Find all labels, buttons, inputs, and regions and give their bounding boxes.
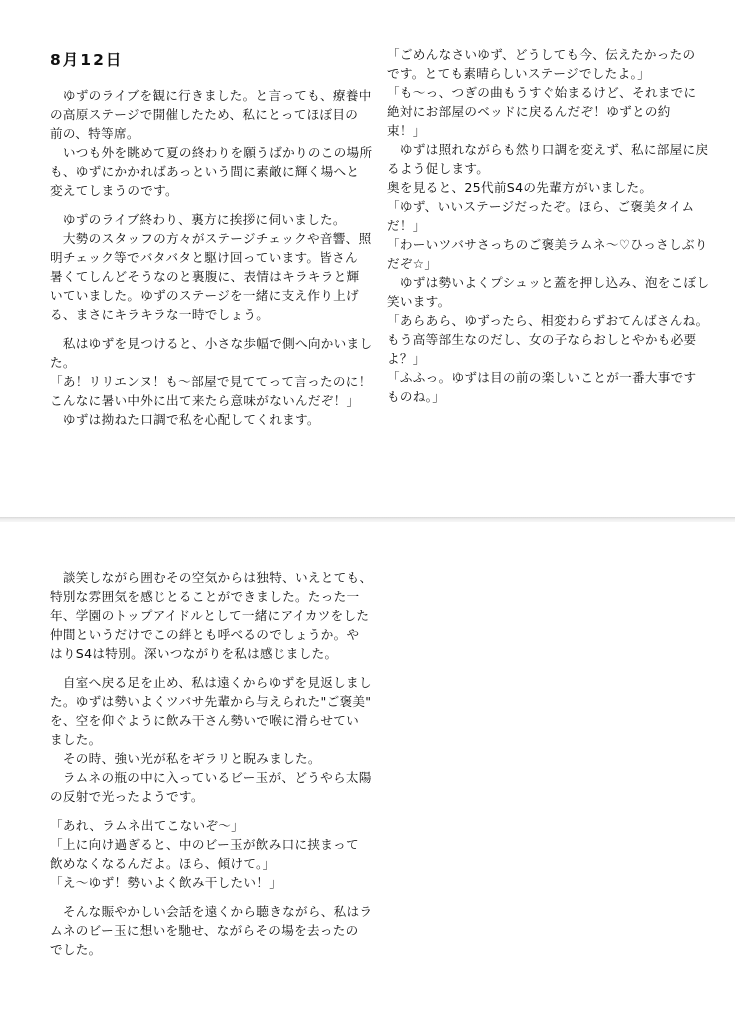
text-line: 笑います。 [387, 294, 451, 309]
text-line: 絶対にお部屋のベッドに戻るんだぞ！ゆずとの約 [387, 104, 671, 119]
paragraph [50, 673, 372, 806]
text-line: 談笑しながら囲むその空気からは独特、いえとても、 [50, 570, 373, 585]
text-line: 「ふふっ。ゆずは目の前の楽しいことが一番大事です [387, 370, 697, 385]
paragraph [50, 568, 373, 663]
paragraph-gap [50, 324, 350, 334]
text-line: る、まさにキラキラな一時でしょう。 [50, 307, 270, 322]
text-line: も、ゆずにかかればあっという間に素敵に輝く場へと [50, 164, 360, 179]
text-line: た。 [50, 355, 76, 370]
date-heading: 8月12日 [50, 51, 124, 69]
text-line: です。とても素晴らしいステージでしたよ。」 [387, 66, 650, 81]
text-line: ものね。」 [387, 389, 446, 404]
text-line: ゆずのライブ終わり、裏方に挨拶に伺いました。 [50, 212, 346, 227]
paragraph-gap [50, 806, 350, 816]
text-line: の高原ステージで開催したため、私にとってほぼ目の [50, 107, 359, 122]
text-line: 奥を見ると、25代前S4の先輩方がいました。 [387, 180, 653, 195]
text-line: ラムネの瓶の中に入っているビー玉が、どうやら太陽 [50, 770, 372, 785]
text-line: いていました。ゆずのステージを一緒に支え作り上げ [50, 288, 359, 303]
text-line: 「ゆず、いいステージだったぞ。ほら、ご褒美タイム [387, 199, 695, 214]
text-line: 仲間というだけでこの絆とも呼べるのでしょうか。や [50, 627, 360, 642]
paragraph [50, 210, 372, 324]
paragraph [50, 86, 373, 200]
text-line: 特別な雰囲気を感じとることができました。たった一 [50, 589, 360, 604]
text-line: 前の、特等席。 [50, 126, 140, 141]
text-line: ゆずのライブを観に行きました。と言っても、療養中 [50, 88, 372, 103]
text-line: ムネのビー玉に想いを馳せ、ながらその場を去ったの [50, 923, 359, 938]
text-line: 「え〜ゆず！勢いよく飲み干したい！」 [50, 875, 283, 890]
paragraph-gap [50, 200, 350, 210]
bottom-column [50, 568, 373, 959]
text-line: 「あらあら、ゆずったら、相変わらずおてんばさんね。 [387, 313, 709, 328]
text-line: るよう促します。 [387, 161, 490, 176]
text-line: 束！」 [387, 123, 426, 138]
text-line: た。ゆずは勢いよくツバサ先輩から与えられた"ご褒美" [50, 694, 372, 709]
text-line: だ！」 [387, 218, 426, 233]
text-line: 「ごめんなさいゆず、どうしても今、伝えたかったの [387, 47, 696, 62]
text-line: 「わーいツバサさっちのご褒美ラムネ〜♡ひっさしぶり [387, 237, 708, 252]
text-line: こんなに暑い中外に出て来たら意味がないんだぞ！」 [50, 393, 360, 408]
left-column [50, 86, 373, 429]
paragraph [50, 816, 359, 892]
paragraph-gap [50, 663, 350, 673]
text-line: 「あれ、ラムネ出てこないぞ〜」 [50, 818, 245, 833]
text-line: ゆずは照れながらも然り口調を変えず、私に部屋に戻 [387, 142, 709, 157]
text-line: 「上に向け過ぎると、中のビー玉が飲み口に挟まって [50, 837, 359, 852]
text-line: 飲めなくなるんだよ。ほら、傾けて。」 [50, 856, 276, 871]
text-line: もう高等部生なのだし、女の子ならおしとやかも必要 [387, 332, 697, 347]
paragraph-gap [50, 892, 350, 902]
text-line: を、空を仰ぐように飲み干さん勢いで喉に滑らせてい [50, 713, 360, 728]
text-line: ゆずは勢いよくプシュッと蓋を押し込み、泡をこぼし [387, 275, 710, 290]
paragraph [50, 334, 373, 429]
text-line: 私はゆずを見つけると、小さな歩幅で側へ向かいまし [50, 336, 373, 351]
text-line: ました。 [50, 732, 102, 747]
text-line: いつも外を眺めて夏の終わりを願うばかりのこの場所 [50, 145, 373, 160]
text-line: よ？」 [387, 351, 426, 366]
text-line: はりS4は特別。深いつながりを私は感じました。 [50, 646, 338, 661]
text-line: 自室へ戻る足を止め、私は遠くからゆずを見返しまし [50, 675, 372, 690]
text-line: 大勢のスタッフの方々がステージチェックや音響、照 [50, 231, 372, 246]
text-line: そんな賑やかしい会話を遠くから聴きながら、私はラ [50, 904, 373, 919]
paragraph [50, 902, 373, 959]
text-line: ゆずは拗ねた口調で私を心配してくれます。 [50, 412, 320, 427]
text-line: の反射で光ったようです。 [50, 789, 204, 804]
text-line: だぞ☆」 [387, 256, 438, 271]
text-line: 変えてしまうのです。 [50, 183, 178, 198]
text-line: 暑くてしんどそうなのと裏腹に、表情はキラキラと輝 [50, 269, 360, 284]
text-line: でした。 [50, 942, 102, 957]
right-column [387, 45, 710, 406]
text-line: 明チェック等でバタバタと駆け回っています。皆さん [50, 250, 358, 265]
text-line: 年、学園のトップアイドルとして一緒にアイカツをした [50, 608, 370, 623]
text-line: 「あ！リリエンヌ！も〜部屋で見ててって言ったのに！ [50, 374, 372, 389]
text-line: 「も〜っ、つぎの曲もうすぐ始まるけど、それまでに [387, 85, 697, 100]
text-line: その時、強い光が私をギラリと睨みました。 [50, 751, 321, 766]
